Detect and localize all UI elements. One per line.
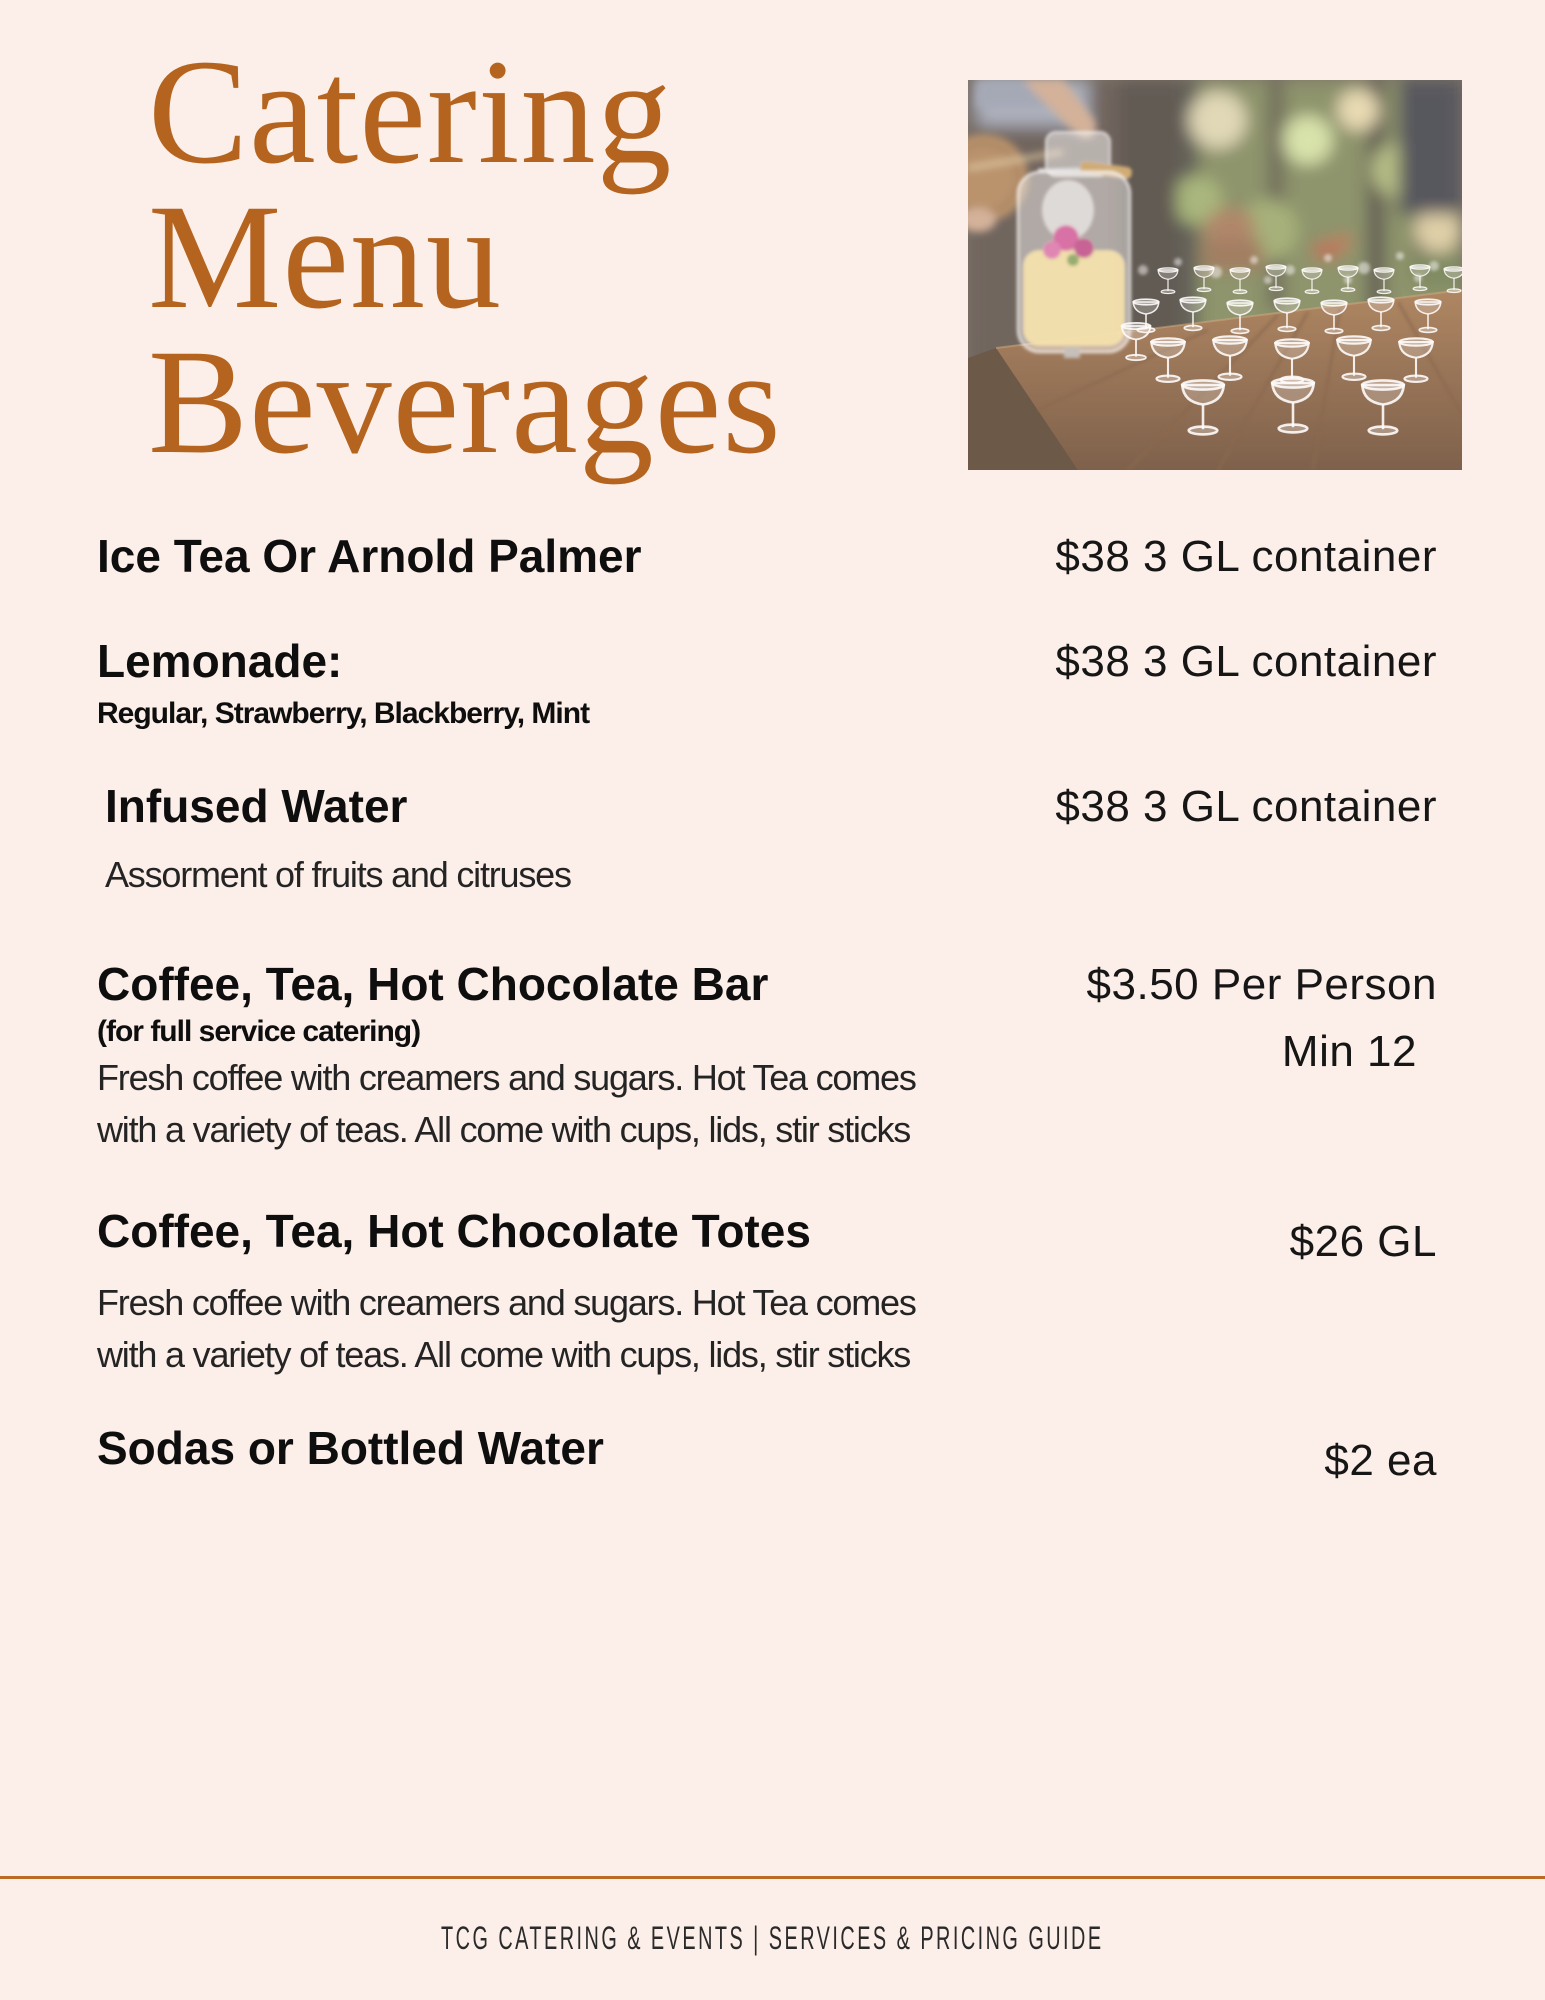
menu-item-price-minimum: Min 12 — [1281, 1027, 1417, 1076]
footer-text: TCG CATERING & EVENTS | SERVICES & PRICING GUIDE — [441, 1920, 1104, 1956]
page-title-line: Catering — [148, 29, 673, 195]
menu-item-name: Ice Tea Or Arnold Palmer — [97, 530, 642, 582]
page-title-line: Menu — [148, 174, 502, 340]
menu-item-row — [97, 1206, 1437, 1381]
page-title — [148, 29, 782, 485]
menu-item-name: Lemonade: — [97, 635, 343, 687]
menu-item-row — [97, 959, 1437, 1156]
menu-item-description-line: Assorment of fruits and citruses — [105, 854, 571, 895]
menu-item-description-line: Fresh coffee with creamers and sugars. Hot Tea comes — [97, 1057, 916, 1098]
menu-item-name: Infused Water — [105, 780, 408, 832]
beverage-photo-graphic — [968, 80, 1462, 470]
menu-item-name: Coffee, Tea, Hot Chocolate Bar — [97, 958, 769, 1010]
menu-item-flavors: Regular, Strawberry, Blackberry, Mint — [97, 697, 590, 730]
menu-item-description — [105, 849, 571, 901]
menu-item-text — [97, 959, 916, 1156]
menu-item-description-line: with a variety of teas. All come with cups, lids, stir sticks — [97, 1334, 911, 1375]
menu-item-description-line: Fresh coffee with creamers and sugars. Hot Tea comes — [97, 1282, 916, 1323]
menu-item-row — [97, 636, 1437, 734]
menu-item-note: (for full service catering) — [97, 1015, 421, 1048]
menu-item-name: Sodas or Bottled Water — [97, 1422, 604, 1474]
footer-divider — [0, 1876, 1545, 1879]
menu-item-row — [97, 531, 1437, 582]
menu-item-description-line: with a variety of teas. All come with cups, lids, stir sticks — [97, 1109, 911, 1150]
menu-item-price — [1087, 959, 1437, 1077]
footer — [0, 1918, 1545, 1958]
menu-item-price: $38 3 GL container — [1055, 637, 1437, 686]
menu-item-row — [105, 781, 1437, 901]
menu-item-text — [97, 636, 589, 734]
menu-item-name: Coffee, Tea, Hot Chocolate Totes — [97, 1205, 811, 1257]
beverage-photo — [968, 80, 1462, 470]
menu-item-text — [97, 1206, 916, 1381]
menu-item-description — [97, 1277, 916, 1381]
menu-item-price: $38 3 GL container — [1055, 532, 1437, 581]
menu-item-price-line: $3.50 Per Person — [1086, 960, 1437, 1009]
menu-item-price: $2 ea — [1324, 1436, 1437, 1485]
menu-item-row — [97, 1423, 1437, 1486]
menu-item-description — [97, 1052, 916, 1156]
menu-item-text — [105, 781, 571, 901]
page-title-line: Beverages — [148, 319, 782, 485]
menu-item-price: $26 GL — [1289, 1217, 1437, 1266]
menu-item-price: $38 3 GL container — [1055, 782, 1437, 831]
